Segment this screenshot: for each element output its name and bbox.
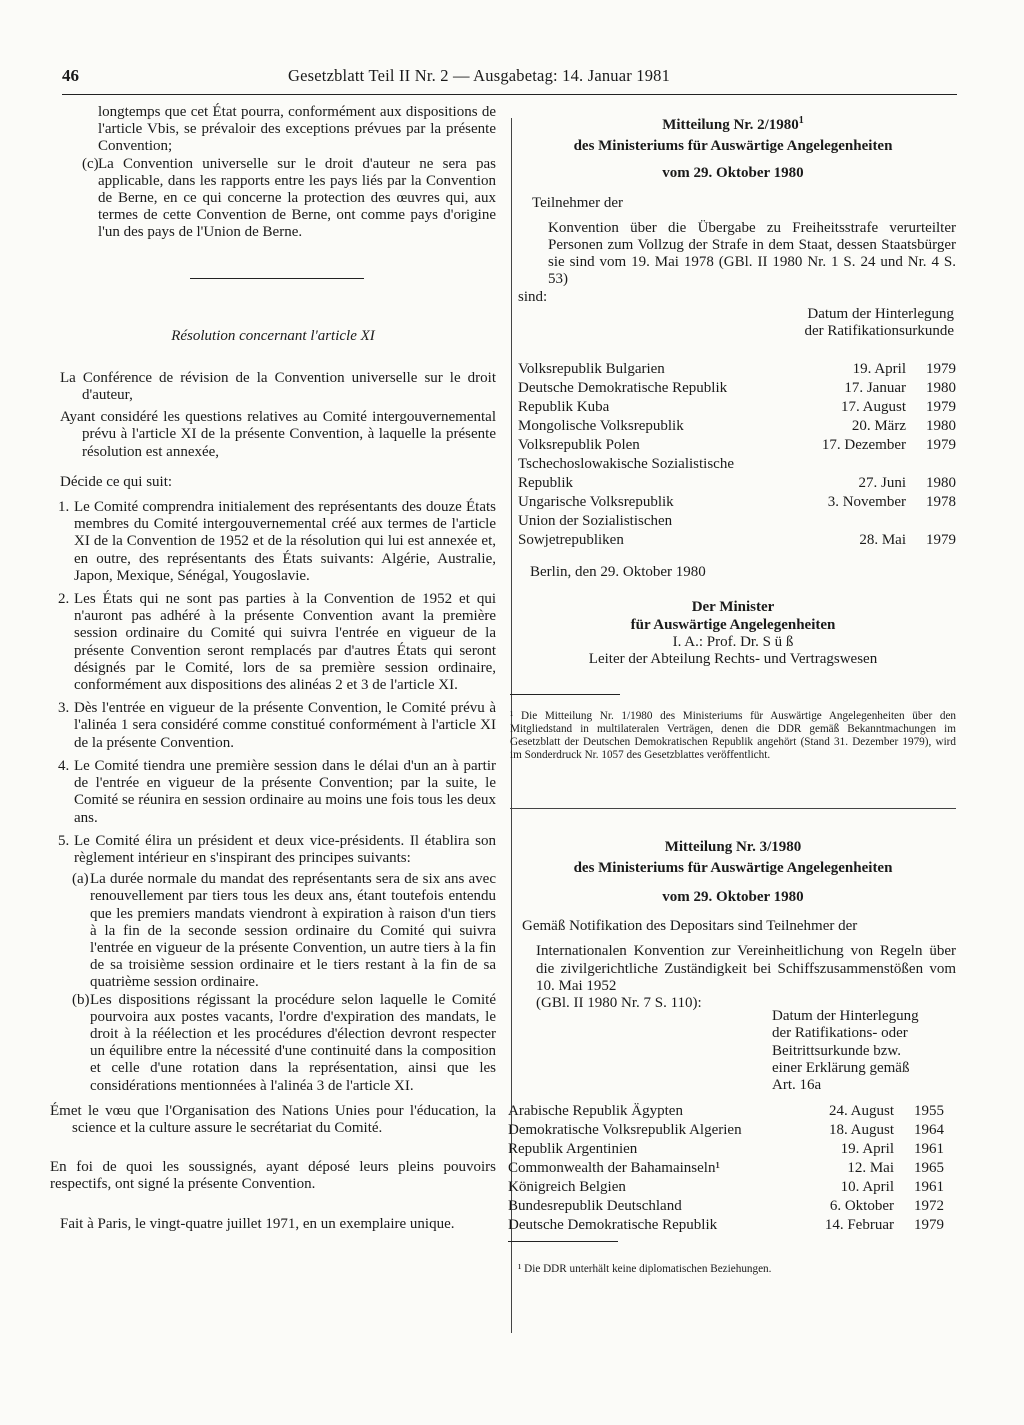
item-c-text: La Convention universelle sur le droit d'auteur ne sera pas applicable, dans les rapports entre les pays liés par la Convention de Berne, en ce qui concerne la protection des œuvres qui, aux termes de cette Convention de Berne, ont comme pays d'origine l'un des pays de l'Union de Berne.: [98, 155, 496, 241]
date-cell: 6. Oktober: [829, 1198, 894, 1215]
notice-2-subtitle: des Ministeriums für Auswärtige Angelegenheiten: [573, 138, 893, 155]
country-cell: Mongolische Volksrepublik: [518, 418, 684, 435]
notice-3-title: Mitteilung Nr. 3/1980: [664, 838, 802, 855]
sub-item-b: [50, 992, 496, 1095]
table-row: [508, 1121, 944, 1140]
continued-paragraph: longtemps que cet État pourra, conformément aux dispositions de l'article Vbis, se prévaloir des exceptions prévues par la présente Convention;: [98, 104, 496, 155]
notice-2-title-text: Mitteilung Nr. 2/1980: [662, 117, 799, 133]
item-text: Dès l'entrée en vigueur de la présente Convention, le Comité prévu à l'alinéa 1 sera considéré comme constitué conformément à l'article XI de la présente Convention.: [74, 700, 496, 751]
sub-item-b-text: Les dispositions régissant la procédure selon laquelle le Comité pourvoira aux postes vacants, l'ordre d'expiration des mandats, le droit à la réélection et les procédures d'élection devront respecter un équilibre entre la nécessité d'une continuité dans la composition et celle d'une rotation dans la représentation, ainsi que les considérations mentionnées à l'alinéa 3 de l'article XI.: [90, 991, 496, 1094]
date-cell: 10. April: [840, 1179, 894, 1196]
year-cell: 1979: [926, 399, 956, 416]
country-cell: Arabische Republik Ägypten: [508, 1103, 683, 1120]
date-cell: 12. Mai: [847, 1160, 894, 1177]
item-text: Le Comité comprendra initialement des représentants des douze États membres du Comité intergouvernemental créé aux termes de l'article XI de la Convention de 1952 et de la résolution qui lui est annexée et, en outre, des représentants des États suivants: Algérie, Australie, Japon, Mexique, Sénégal, Yougoslavie.: [74, 499, 496, 584]
item-c-label: (c): [82, 155, 99, 172]
notice-3-column-heading: [510, 1008, 956, 1094]
country-cell: Volksrepublik Bulgarien: [518, 361, 665, 378]
signature-title-1: Der Minister: [691, 599, 775, 616]
year-cell: 1964: [914, 1122, 944, 1139]
notice-3-reference: (GBl. II 1980 Nr. 7 S. 110):: [536, 995, 702, 1012]
table-row: [508, 1197, 944, 1216]
footnote-marker: 1: [798, 115, 804, 126]
year-cell: 1980: [926, 380, 956, 397]
table-row: [508, 1216, 944, 1235]
running-head: Gesetzblatt Teil II Nr. 2 — Ausgabetag: 14. Januar 1981: [288, 66, 671, 85]
country-cell: Volksrepublik Polen: [518, 437, 640, 454]
year-cell: 1979: [914, 1217, 944, 1234]
notice-2-intro: Teilnehmer der: [532, 194, 623, 211]
column-heading-line: einer Erklärung gemäß: [772, 1059, 910, 1076]
page-number: 46: [62, 66, 79, 85]
notice-3-convention: Internationalen Konvention zur Vereinheitlichung von Regeln über die zivilgerichtliche Zuständigkeit bei Schiffszusammenstößen vom 10. Mai 1952: [536, 943, 956, 994]
list-item: [50, 499, 496, 585]
date-cell: 27. Juni: [858, 475, 906, 492]
table-row: [518, 417, 956, 436]
country-cell: Ungarische Volksrepublik: [518, 494, 674, 511]
year-cell: 1980: [926, 475, 956, 492]
list-item: [50, 700, 496, 752]
country-cell: Union der Sozialistischen Sowjetrepubliken: [518, 513, 673, 549]
column-heading-line: der Ratifikationsurkunde: [804, 323, 954, 340]
country-cell: Bundesrepublik Deutschland: [508, 1198, 682, 1215]
country-cell: Tschechoslowakische Sozialistische Republik: [518, 456, 734, 492]
item-number: 3.: [58, 700, 70, 717]
paragraph-conference: La Conférence de révision de la Convention universelle sur le droit d'auteur,: [60, 369, 496, 404]
year-cell: 1955: [914, 1103, 944, 1120]
sub-item-b-label: (b): [72, 991, 90, 1008]
year-cell: 1961: [914, 1179, 944, 1196]
notice-3-footnote: ¹ Die DDR unterhält keine diplomatischen Beziehungen.: [518, 1263, 772, 1276]
table-row: [518, 436, 956, 455]
notice-2-convention: Konvention über die Übergabe zu Freiheitsstrafe verurteilter Personen zum Vollzug der Strafe in dem Staat, dessen Staatsbürger sie sind vom 19. Mai 1978 (GBl. II 1980 Nr. 1 S. 24 und Nr. 4 S. 53): [548, 219, 956, 288]
country-cell: Königreich Belgien: [508, 1179, 626, 1196]
country-cell: Commonwealth der Bahamainseln¹: [508, 1160, 720, 1177]
table-row: [518, 379, 956, 398]
date-cell: 18. August: [828, 1122, 894, 1139]
column-heading-line: Datum der Hinterlegung: [807, 305, 954, 322]
resolution-title: Résolution concernant l'article XI: [171, 327, 375, 344]
column-heading-line: Beitrittsurkunde bzw.: [772, 1042, 902, 1059]
paragraph-voeu: Émet le vœu que l'Organisation des Nations Unies pour l'éducation, la science et la culture assure le secrétariat du Comité.: [50, 1102, 496, 1136]
signature-role: Leiter der Abteilung Rechts- und Vertragswesen: [588, 651, 878, 668]
year-cell: 1961: [914, 1141, 944, 1158]
column-heading-line: Datum der Hinterlegung: [772, 1008, 919, 1025]
sub-item-a: [50, 871, 496, 991]
header-rule: [62, 94, 957, 95]
decide-line: Décide ce qui suit:: [60, 473, 173, 490]
item-text: Les États qui ne sont pas parties à la Convention de 1952 et qui n'auront pas adhéré à la présente Convention avant la première session ordinaire du Comité qui suivra l'entrée en vigueur de la présente Convention seront remplacés par d'autres États qui seront désignés par le Comité, lors de sa première session ordinaire, conformément aux dispositions des alinéas 2 et 3 de l'article XI.: [74, 591, 496, 694]
notice-3-intro: Gemäß Notifikation des Depositars sind Teilnehmer der: [522, 918, 858, 935]
notice-2-date: vom 29. Oktober 1980: [662, 165, 804, 182]
item-number: 2.: [58, 591, 70, 608]
date-cell: 28. Mai: [859, 532, 906, 549]
right-column: [510, 104, 956, 1288]
signature-name: I. A.: Prof. Dr. S ü ß: [672, 633, 794, 650]
sub-item-a-label: (a): [72, 871, 89, 888]
notice-2-footnote: ¹ Die Mitteilung Nr. 1/1980 des Ministeriums für Auswärtige Angelegenheiten über den Mitgliedstand in multilateralen Verträgen, denen die DDR gemäß Bekanntmachungen im Gesetzblatt der Deutschen Demokratischen Republik angehört (Stand 31. Dezember 1979), wird im Sonderdruck Nr. 1057 des Gesetzblattes veröffentlicht.: [510, 710, 956, 762]
item-text: Le Comité élira un président et deux vice-présidents. Il établira son règlement intérieur en s'inspirant des principes suivants:: [74, 832, 496, 866]
item-c: [50, 156, 496, 242]
paragraph-en-foi: En foi de quoi les soussignés, ayant déposé leurs pleins pouvoirs respectifs, ont signé la présente Convention.: [50, 1159, 496, 1193]
date-cell: 24. August: [828, 1103, 894, 1120]
date-cell: 14. Februar: [824, 1217, 894, 1234]
year-cell: 1965: [914, 1160, 944, 1177]
list-item: [50, 758, 496, 827]
year-cell: 1978: [926, 494, 956, 511]
notice-2-sind: sind:: [518, 288, 548, 305]
notice-3-date: vom 29. Oktober 1980: [662, 889, 804, 906]
table-row: [508, 1178, 944, 1197]
date-cell: 19. April: [840, 1141, 894, 1158]
column-heading-line: Art. 16a: [772, 1077, 822, 1094]
country-cell: Republik Argentinien: [508, 1141, 638, 1158]
year-cell: 1979: [926, 437, 956, 454]
date-cell: 17. Januar: [844, 380, 906, 397]
table-row: [518, 512, 956, 550]
item-number: 1.: [58, 499, 70, 516]
country-cell: Deutsche Demokratische Republik: [518, 380, 728, 397]
date-cell: 20. März: [851, 418, 906, 435]
table-row: [508, 1102, 944, 1121]
item-number: 5.: [58, 832, 70, 849]
year-cell: 1980: [926, 418, 956, 435]
paragraph-ayant: Ayant considéré les questions relatives au Comité intergouvernemental prévu à l'article XI de la présente Convention, à laquelle la présente résolution est annexée,: [60, 409, 496, 460]
country-cell: Demokratische Volksrepublik Algerien: [508, 1122, 742, 1139]
notice-2-title: [510, 112, 956, 134]
year-cell: 1979: [926, 361, 956, 378]
date-cell: 3. November: [827, 494, 906, 511]
item-text: Le Comité tiendra une première session dans le délai d'un an à partir de l'entrée en vigueur de la présente Convention; par la suite, le Comité se réunira en session ordinaire au moins une fois tous les deux ans.: [74, 757, 496, 826]
country-cell: Republik Kuba: [518, 399, 610, 416]
table-row: [518, 493, 956, 512]
paragraph-fait: Fait à Paris, le vingt-quatre juillet 1971, en un exemplaire unique.: [60, 1215, 455, 1232]
table-row: [518, 455, 956, 493]
table-row: [508, 1140, 944, 1159]
notice-2-table: [518, 360, 956, 550]
year-cell: 1972: [914, 1198, 944, 1215]
notice-3-subtitle: des Ministeriums für Auswärtige Angelegenheiten: [573, 859, 893, 876]
notice-2-place-date: Berlin, den 29. Oktober 1980: [530, 564, 706, 581]
table-row: [518, 360, 956, 379]
table-row: [518, 398, 956, 417]
list-item: [50, 833, 496, 867]
notice-3-table: [508, 1102, 944, 1235]
item-number: 4.: [58, 757, 70, 774]
table-row: [508, 1159, 944, 1178]
list-item: [50, 591, 496, 694]
year-cell: 1979: [926, 532, 956, 549]
sub-item-a-text: La durée normale du mandat des représentants sera de six ans avec renouvellement par tiers tous les deux ans, étant toutefois entendu que les premiers mandats viendront à expiration à raison d'un tiers à la fin de la seconde session ordinaire du Comité qui suivra l'entrée en vigueur de la présente Convention, un autre tiers à la fin de sa troisième session ordinaire et le tiers restant à la fin de sa quatrième session ordinaire.: [90, 871, 496, 991]
date-cell: 19. April: [852, 361, 906, 378]
column-heading-line: der Ratifikations- oder: [772, 1025, 908, 1042]
left-column: [50, 104, 496, 1233]
signature-title-2: für Auswärtige Angelegenheiten: [630, 616, 836, 633]
date-cell: 17. Dezember: [821, 437, 906, 454]
country-cell: Deutsche Demokratische Republik: [508, 1217, 718, 1234]
date-cell: 17. August: [840, 399, 906, 416]
notice-2-column-heading: [510, 306, 956, 340]
